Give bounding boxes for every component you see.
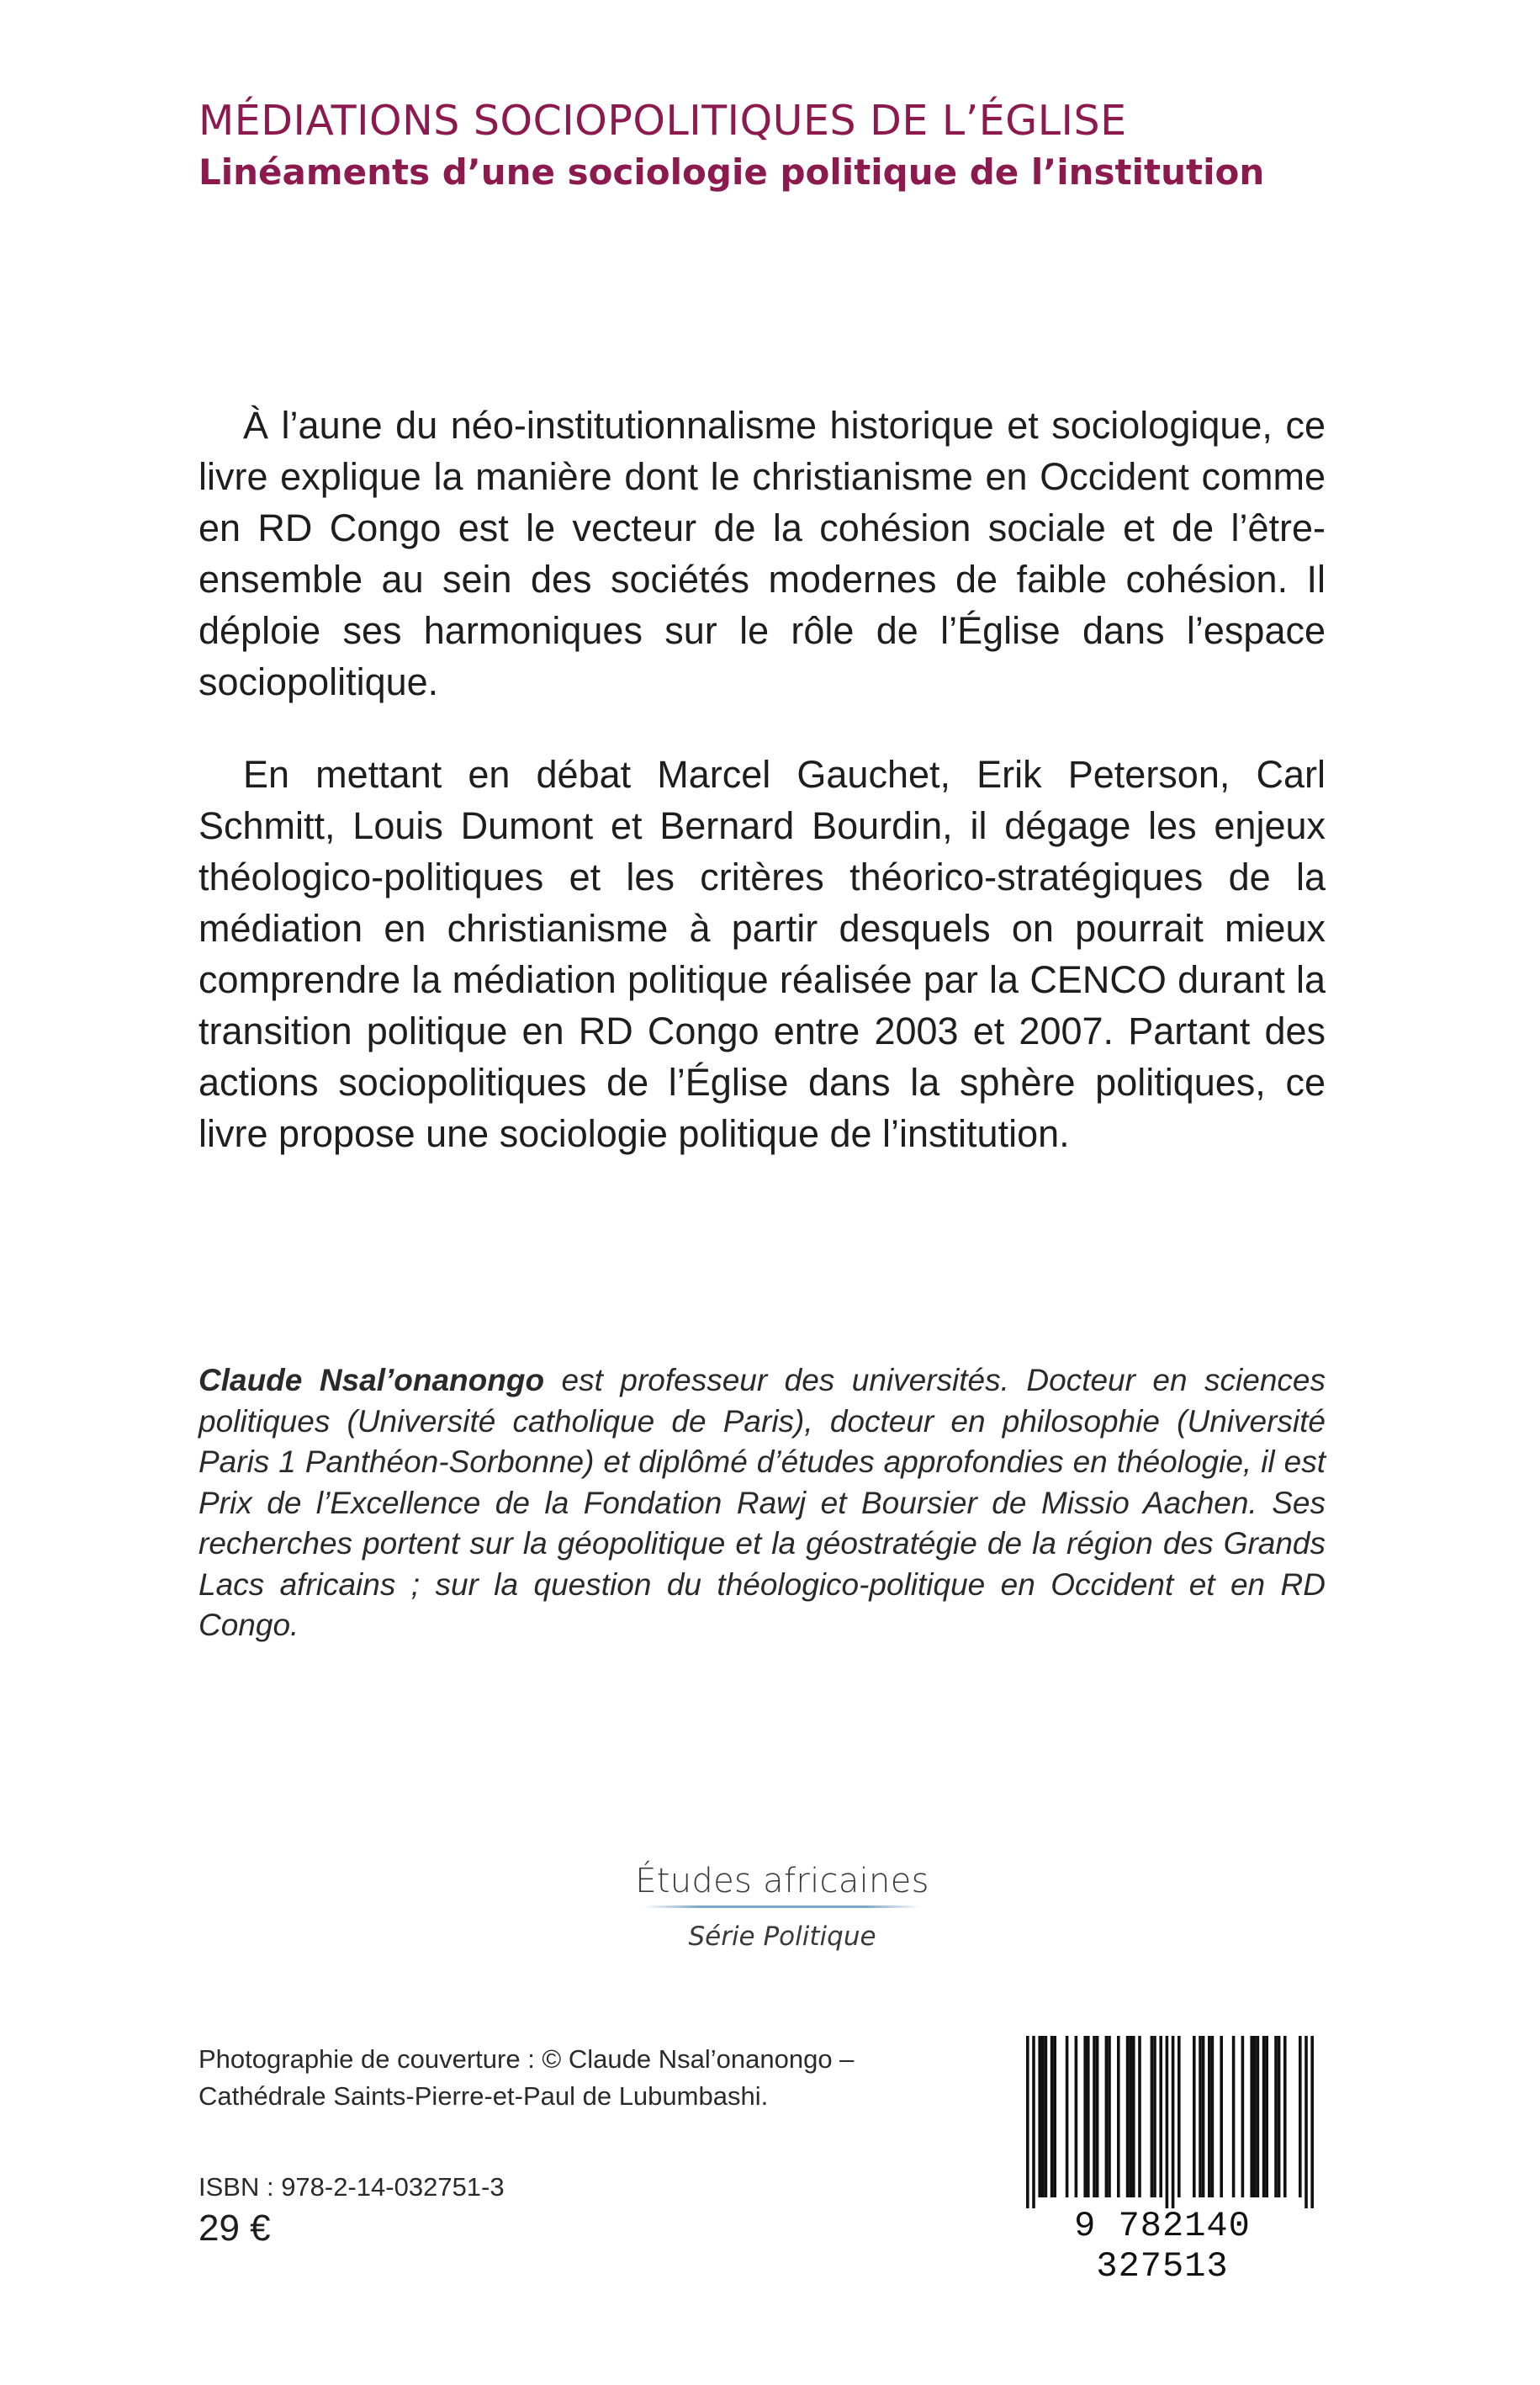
barcode-bar — [1305, 2036, 1308, 2208]
barcode-bar — [1253, 2036, 1257, 2197]
barcode-bar — [1129, 2036, 1132, 2197]
barcode-bar — [1250, 2036, 1253, 2197]
barcode-bar — [1220, 2036, 1223, 2197]
barcode-bar — [1166, 2036, 1169, 2208]
barcode-bar — [1211, 2036, 1215, 2197]
collection-name: Études africaines — [635, 1862, 929, 1900]
isbn: ISBN : 978-2-14-032751-3 — [198, 2172, 505, 2202]
collection-logo — [572, 1862, 992, 1952]
barcode-bar — [1241, 2036, 1245, 2197]
barcode-bar — [1172, 2036, 1175, 2208]
barcode-bar — [1274, 2036, 1278, 2197]
barcode-bar — [1138, 2036, 1141, 2197]
photo-credit — [198, 2041, 955, 2115]
back-cover-blurb — [198, 400, 1326, 1200]
barcode-bar — [1159, 2036, 1162, 2197]
barcode-bar — [1132, 2036, 1135, 2197]
collection-series: Série Politique — [688, 1921, 876, 1952]
blurb-paragraph-2: En mettant en débat Marcel Gauchet, Erik Peterson, Carl Schmitt, Louis Dumont et Bernard Bourdin, il dégage les enjeux théologico-politiques et les critères théorico-stratégiques de la médiation en christianisme à partir desquels on pourrait mieux comprendre la médiation politique réalisée par la CENCO durant la transition politique en RD Congo entre 2003 et 2007. Partant des actions sociopolitiques de l’Église dans la sphère politiques, ce livre propose une sociologie politique de l’institution. — [198, 753, 1326, 1155]
barcode-bar — [1262, 2036, 1266, 2197]
barcode-bar — [1151, 2036, 1154, 2197]
barcode-bar — [1041, 2036, 1045, 2197]
price: 29 € — [198, 2207, 271, 2249]
barcode-bar — [1050, 2036, 1054, 2197]
barcode-bar — [1093, 2036, 1096, 2197]
barcode-bar — [1053, 2036, 1056, 2197]
barcode-bar — [1257, 2036, 1260, 2197]
barcode-bar — [1032, 2036, 1035, 2208]
barcode-bar — [1177, 2036, 1181, 2197]
photo-credit-line-2: Cathédrale Saints-Pierre-et-Paul de Lubumbashi. — [198, 2081, 769, 2111]
author-bio-text: est professeur des universités. Docteur en sciences politiques (Université catholique de Paris), docteur en philosophie (Université Paris 1 Panthéon-Sorbonne) et diplômé d’études approfondies en théologie, il est Prix de l’Excellence de la Fondation Rawj et Boursier de Missio Aachen. Ses recherches portent sur la géopolitique et la géostratégie de la région des Grands Lacs africains ; sur la question du théologico-politique en Occident et en RD Congo. — [198, 1363, 1326, 1642]
barcode — [1003, 2036, 1322, 2287]
barcode-bar — [1083, 2036, 1087, 2197]
barcode-bar — [1283, 2036, 1287, 2197]
barcode-bar — [1193, 2036, 1196, 2197]
barcode-bar — [1045, 2036, 1048, 2197]
barcode-bar — [1075, 2036, 1078, 2197]
barcode-bar — [1232, 2036, 1236, 2197]
barcode-bar — [1278, 2036, 1281, 2197]
barcode-bar — [1153, 2036, 1156, 2197]
barcode-bar — [1117, 2036, 1120, 2197]
collection-underline — [643, 1905, 921, 1908]
barcode-bars — [1003, 2036, 1322, 2208]
author-name: Claude Nsal’onanongo — [198, 1363, 545, 1397]
barcode-bar — [1066, 2036, 1069, 2197]
barcode-bar — [1038, 2036, 1041, 2197]
barcode-bar — [1026, 2036, 1029, 2208]
barcode-bar — [1199, 2036, 1202, 2197]
barcode-bar — [1202, 2036, 1205, 2197]
barcode-bar — [1265, 2036, 1268, 2197]
blurb-paragraph-1: À l’aune du néo-institutionnalisme historique et sociologique, ce livre explique la manière dont le christianisme en Occident comme en RD Congo est le vecteur de la cohésion sociale et de l’être-ensemble au sein des sociétés modernes de faible cohésion. Il déploie ses harmoniques sur le rôle de l’Église dans l’espace sociopolitique. — [198, 404, 1326, 703]
book-title: MÉDIATIONS SOCIOPOLITIQUES DE L’ÉGLISE — [198, 97, 1127, 145]
barcode-digits: 9 782140 327513 — [1074, 2206, 1251, 2287]
barcode-bar — [1299, 2036, 1302, 2197]
barcode-bar — [1108, 2036, 1111, 2197]
barcode-bar — [1310, 2036, 1314, 2208]
barcode-bar — [1087, 2036, 1090, 2197]
barcode-bar — [1208, 2036, 1211, 2197]
header — [198, 94, 1393, 197]
barcode-bar — [1096, 2036, 1099, 2197]
book-subtitle: Linéaments d’une sociologie politique de l’institution — [198, 151, 1265, 193]
photo-credit-line-1: Photographie de couverture : © Claude Nsal’onanongo – — [198, 2044, 855, 2074]
barcode-bar — [1105, 2036, 1109, 2197]
barcode-bar — [1126, 2036, 1130, 2197]
author-bio — [198, 1360, 1326, 1646]
